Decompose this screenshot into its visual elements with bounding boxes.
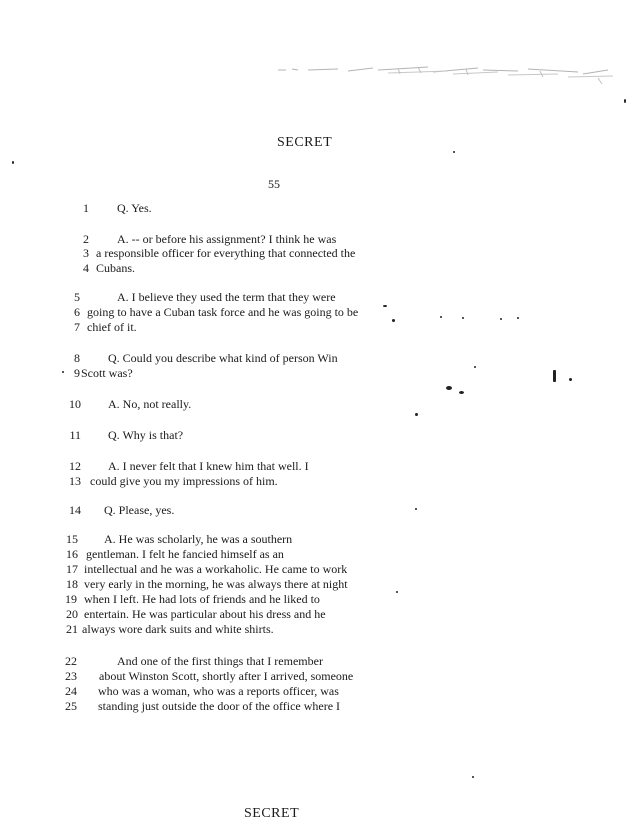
scan-speck: [569, 378, 572, 381]
scan-speck: [472, 776, 474, 778]
line-text: Scott was?: [81, 366, 133, 380]
line-text: Cubans.: [96, 261, 135, 275]
line-text: A. I believe they used the term that they were: [117, 290, 336, 304]
line-text: Q. Could you describe what kind of person Win: [108, 351, 338, 365]
line-number: 25: [65, 699, 77, 713]
scan-speck: [446, 386, 452, 390]
line-text: A. He was scholarly, he was a southern: [104, 532, 293, 546]
line-number: 3: [83, 246, 89, 260]
scan-speck: [440, 316, 442, 318]
line-number: 9: [74, 366, 80, 380]
line-text: gentleman. I felt he fancied himself as an: [86, 547, 284, 561]
scan-artifact: [278, 64, 618, 88]
line-number: 2: [83, 232, 89, 246]
classification-header: SECRET: [277, 135, 333, 150]
scan-speck: [392, 319, 395, 322]
line-number: 11: [69, 428, 81, 442]
line-number: 20: [66, 607, 78, 621]
line-number: 1: [83, 201, 89, 215]
scan-speck: [12, 161, 14, 164]
line-text: chief of it.: [87, 320, 137, 334]
line-text: who was a woman, who was a reports officer, was: [98, 684, 339, 698]
line-number: 24: [65, 684, 77, 698]
line-text: A. No, not really.: [108, 397, 192, 411]
line-text: Q. Why is that?: [108, 428, 184, 442]
scan-speck: [624, 99, 626, 103]
line-number: 13: [69, 474, 81, 488]
line-text: always wore dark suits and white shirts.: [82, 622, 274, 636]
scan-speck: [459, 391, 464, 394]
line-text: going to have a Cuban task force and he was going to be: [87, 305, 359, 319]
scan-speck: [553, 370, 556, 382]
line-text: a responsible officer for everything that connected the: [96, 246, 356, 260]
line-text: A. I never felt that I knew him that well. I: [108, 459, 309, 473]
line-text: A. -- or before his assignment? I think he was: [117, 232, 337, 246]
line-text: Q. Please, yes.: [104, 503, 175, 517]
scan-speck: [62, 371, 64, 373]
line-number: 19: [65, 592, 77, 606]
line-text: intellectual and he was a workaholic. He came to work: [84, 562, 348, 576]
line-text: when I left. He had lots of friends and he liked to: [84, 592, 320, 606]
line-number: 6: [74, 305, 80, 319]
line-text: entertain. He was particular about his dress and he: [84, 607, 326, 621]
line-number: 23: [65, 669, 77, 683]
line-number: 12: [69, 459, 81, 473]
line-number: 18: [66, 577, 78, 591]
scan-speck: [415, 508, 417, 510]
classification-footer: SECRET: [244, 806, 300, 821]
line-number: 21: [66, 622, 78, 636]
scan-speck: [500, 318, 502, 320]
scan-speck: [453, 151, 455, 153]
line-number: 16: [66, 547, 78, 561]
scan-speck: [415, 413, 418, 416]
line-number: 5: [74, 290, 80, 304]
scan-speck: [462, 317, 464, 319]
line-number: 17: [66, 562, 78, 576]
line-number: 14: [69, 503, 81, 517]
line-number: 7: [74, 320, 80, 334]
line-number: 22: [65, 654, 77, 668]
line-text: about Winston Scott, shortly after I arrived, someone: [99, 669, 354, 683]
line-text: And one of the first things that I remember: [117, 654, 323, 668]
line-text: Q. Yes.: [117, 201, 152, 215]
line-text: very early in the morning, he was always there at night: [84, 577, 348, 591]
line-number: 4: [83, 261, 89, 275]
page-number: 55: [268, 177, 280, 191]
line-number: 15: [66, 532, 78, 546]
line-number: 10: [69, 397, 81, 411]
line-number: 8: [74, 351, 80, 365]
line-text: could give you my impressions of him.: [90, 474, 278, 488]
scan-speck: [517, 317, 519, 319]
scan-speck: [383, 305, 387, 307]
scan-speck: [474, 366, 476, 368]
scan-speck: [396, 591, 398, 593]
line-text: standing just outside the door of the office where I: [98, 699, 341, 713]
